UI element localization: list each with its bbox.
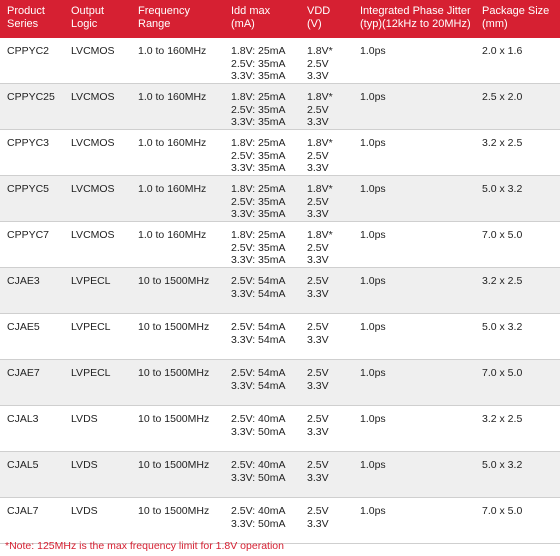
cell-vdd-line: 2.5V (307, 241, 329, 254)
cell-vdd-line: 1.8V* (307, 45, 333, 57)
table-row (0, 38, 560, 84)
cell-idd-max-line: 3.3V: 54mA (231, 287, 286, 300)
cell-idd-max-line: 2.5V: 40mA (231, 459, 286, 471)
cell-phase-jitter: 1.0ps (360, 367, 386, 379)
cell-output-logic: LVCMOS (71, 91, 115, 103)
cell-frequency-range: 1.0 to 160MHz (138, 229, 207, 241)
cell-vdd-line: 3.3V (307, 379, 329, 392)
cell-series: CPPYC7 (7, 229, 50, 241)
table-row (0, 222, 560, 268)
cell-idd-max-line: 3.3V: 54mA (231, 333, 286, 346)
cell-idd-max-line: 2.5V: 35mA (231, 241, 286, 254)
cell-idd-max-line: 3.3V: 50mA (231, 425, 286, 438)
cell-output-logic: LVCMOS (71, 45, 115, 57)
cell-vdd (307, 130, 360, 175)
cell-package-size: 5.0 x 3.2 (482, 321, 523, 333)
cell-idd-max (231, 130, 307, 175)
cell-output-logic: LVPECL (71, 275, 111, 287)
cell-vdd (307, 498, 360, 543)
cell-series: CPPYC25 (7, 91, 55, 103)
table-row (0, 268, 560, 314)
cell-frequency-range: 1.0 to 160MHz (138, 137, 207, 149)
cell-idd-max (231, 222, 307, 267)
cell-idd-max-line: 2.5V: 40mA (231, 413, 286, 425)
cell-vdd (307, 176, 360, 221)
cell-package-size: 5.0 x 3.2 (482, 183, 523, 195)
cell-phase-jitter: 1.0ps (360, 229, 386, 241)
footnote: *Note: 125MHz is the max frequency limit for 1.8V operation (5, 540, 284, 552)
cell-vdd-line: 3.3V (307, 517, 329, 530)
cell-package-size: 2.5 x 2.0 (482, 91, 523, 103)
cell-vdd-line: 2.5V (307, 195, 329, 208)
table-body (0, 38, 560, 544)
cell-frequency-range: 10 to 1500MHz (138, 413, 210, 425)
cell-idd-max-line: 3.3V: 50mA (231, 517, 286, 530)
cell-idd-max (231, 268, 307, 313)
cell-vdd-line: 2.5V (307, 103, 329, 116)
cell-series: CPPYC5 (7, 183, 50, 195)
cell-idd-max-line: 3.3V: 35mA (231, 70, 286, 82)
cell-vdd-line: 3.3V (307, 254, 329, 266)
cell-phase-jitter: 1.0ps (360, 321, 386, 333)
cell-vdd-line: 2.5V (307, 149, 329, 162)
cell-idd-max-line: 1.8V: 25mA (231, 45, 286, 57)
cell-idd-max-line: 2.5V: 40mA (231, 505, 286, 517)
cell-phase-jitter: 1.0ps (360, 413, 386, 425)
cell-frequency-range: 1.0 to 160MHz (138, 91, 207, 103)
cell-vdd-line: 2.5V (307, 459, 329, 471)
cell-vdd-line: 2.5V (307, 413, 329, 425)
cell-phase-jitter: 1.0ps (360, 505, 386, 517)
cell-series: CJAE5 (7, 321, 40, 333)
cell-output-logic: LVDS (71, 459, 98, 471)
cell-vdd-line: 3.3V (307, 425, 329, 438)
cell-vdd (307, 84, 360, 129)
header-phase-jitter: Integrated Phase Jitter (typ)(12kHz to 20MHz) (360, 5, 471, 30)
cell-phase-jitter: 1.0ps (360, 459, 386, 471)
cell-series: CJAL7 (7, 505, 39, 517)
cell-idd-max (231, 452, 307, 497)
cell-vdd-line: 3.3V (307, 287, 329, 300)
cell-vdd-line: 1.8V* (307, 229, 333, 241)
header-idd-max: Idd max (mA) (231, 5, 271, 30)
cell-idd-max-line: 2.5V: 35mA (231, 103, 286, 116)
cell-idd-max (231, 406, 307, 451)
header-frequency-range: Frequency Range (138, 5, 190, 30)
cell-series: CPPYC2 (7, 45, 50, 57)
cell-idd-max (231, 176, 307, 221)
header-output-logic: Output Logic (71, 5, 105, 30)
cell-idd-max-line: 3.3V: 35mA (231, 254, 286, 266)
cell-idd-max-line: 3.3V: 35mA (231, 116, 286, 128)
cell-vdd-line: 2.5V (307, 275, 329, 287)
cell-vdd (307, 38, 360, 83)
cell-phase-jitter: 1.0ps (360, 137, 386, 149)
cell-vdd (307, 222, 360, 267)
table-row (0, 84, 560, 130)
cell-vdd-line: 2.5V (307, 321, 329, 333)
cell-output-logic: LVCMOS (71, 229, 115, 241)
cell-frequency-range: 10 to 1500MHz (138, 505, 210, 517)
cell-phase-jitter: 1.0ps (360, 45, 386, 57)
table-row (0, 130, 560, 176)
cell-package-size: 3.2 x 2.5 (482, 413, 523, 425)
cell-vdd (307, 314, 360, 359)
cell-vdd-line: 3.3V (307, 116, 329, 128)
cell-idd-max-line: 2.5V: 54mA (231, 367, 286, 379)
table-row (0, 176, 560, 222)
cell-idd-max-line: 3.3V: 50mA (231, 471, 286, 484)
cell-output-logic: LVCMOS (71, 183, 115, 195)
cell-output-logic: LVCMOS (71, 137, 115, 149)
cell-vdd (307, 452, 360, 497)
cell-frequency-range: 10 to 1500MHz (138, 321, 210, 333)
cell-package-size: 3.2 x 2.5 (482, 275, 523, 287)
cell-idd-max-line: 3.3V: 35mA (231, 208, 286, 220)
cell-idd-max (231, 314, 307, 359)
cell-output-logic: LVPECL (71, 367, 111, 379)
header-package-size: Package Size (mm) (482, 5, 550, 30)
table-row (0, 360, 560, 406)
cell-output-logic: LVDS (71, 413, 98, 425)
cell-frequency-range: 10 to 1500MHz (138, 275, 210, 287)
cell-idd-max-line: 1.8V: 25mA (231, 137, 286, 149)
cell-phase-jitter: 1.0ps (360, 91, 386, 103)
cell-vdd-line: 3.3V (307, 208, 329, 220)
table-row (0, 498, 560, 544)
cell-series: CPPYC3 (7, 137, 50, 149)
cell-package-size: 2.0 x 1.6 (482, 45, 523, 57)
cell-vdd (307, 268, 360, 313)
cell-vdd-line: 3.3V (307, 471, 329, 484)
cell-frequency-range: 1.0 to 160MHz (138, 45, 207, 57)
cell-package-size: 3.2 x 2.5 (482, 137, 523, 149)
cell-package-size: 7.0 x 5.0 (482, 367, 523, 379)
cell-frequency-range: 10 to 1500MHz (138, 367, 210, 379)
cell-idd-max-line: 3.3V: 35mA (231, 162, 286, 174)
cell-series: CJAE3 (7, 275, 40, 287)
cell-vdd (307, 360, 360, 405)
cell-idd-max (231, 360, 307, 405)
cell-output-logic: LVPECL (71, 321, 111, 333)
table-row (0, 452, 560, 498)
cell-vdd-line: 1.8V* (307, 91, 333, 103)
cell-series: CJAL3 (7, 413, 39, 425)
cell-vdd-line: 3.3V (307, 70, 329, 82)
cell-phase-jitter: 1.0ps (360, 275, 386, 287)
cell-frequency-range: 10 to 1500MHz (138, 459, 210, 471)
cell-idd-max-line: 2.5V: 35mA (231, 195, 286, 208)
header-product-series: Product Series (7, 5, 45, 30)
cell-idd-max-line: 2.5V: 54mA (231, 275, 286, 287)
cell-idd-max-line: 1.8V: 25mA (231, 91, 286, 103)
cell-idd-max (231, 38, 307, 83)
cell-idd-max-line: 2.5V: 35mA (231, 149, 286, 162)
cell-idd-max (231, 84, 307, 129)
cell-vdd-line: 3.3V (307, 162, 329, 174)
cell-frequency-range: 1.0 to 160MHz (138, 183, 207, 195)
cell-vdd (307, 406, 360, 451)
cell-output-logic: LVDS (71, 505, 98, 517)
cell-vdd-line: 2.5V (307, 367, 329, 379)
cell-idd-max-line: 2.5V: 54mA (231, 321, 286, 333)
cell-idd-max-line: 1.8V: 25mA (231, 183, 286, 195)
cell-vdd-line: 3.3V (307, 333, 329, 346)
cell-series: CJAE7 (7, 367, 40, 379)
cell-package-size: 5.0 x 3.2 (482, 459, 523, 471)
cell-package-size: 7.0 x 5.0 (482, 229, 523, 241)
cell-idd-max-line: 3.3V: 54mA (231, 379, 286, 392)
cell-vdd-line: 1.8V* (307, 183, 333, 195)
cell-vdd-line: 2.5V (307, 505, 329, 517)
header-vdd: VDD (V) (307, 5, 331, 30)
cell-series: CJAL5 (7, 459, 39, 471)
table-header (0, 0, 560, 38)
table-row (0, 314, 560, 360)
table-row (0, 406, 560, 452)
cell-idd-max-line: 1.8V: 25mA (231, 229, 286, 241)
cell-vdd-line: 1.8V* (307, 137, 333, 149)
cell-idd-max (231, 498, 307, 543)
cell-vdd-line: 2.5V (307, 57, 329, 70)
cell-idd-max-line: 2.5V: 35mA (231, 57, 286, 70)
cell-phase-jitter: 1.0ps (360, 183, 386, 195)
cell-package-size: 7.0 x 5.0 (482, 505, 523, 517)
